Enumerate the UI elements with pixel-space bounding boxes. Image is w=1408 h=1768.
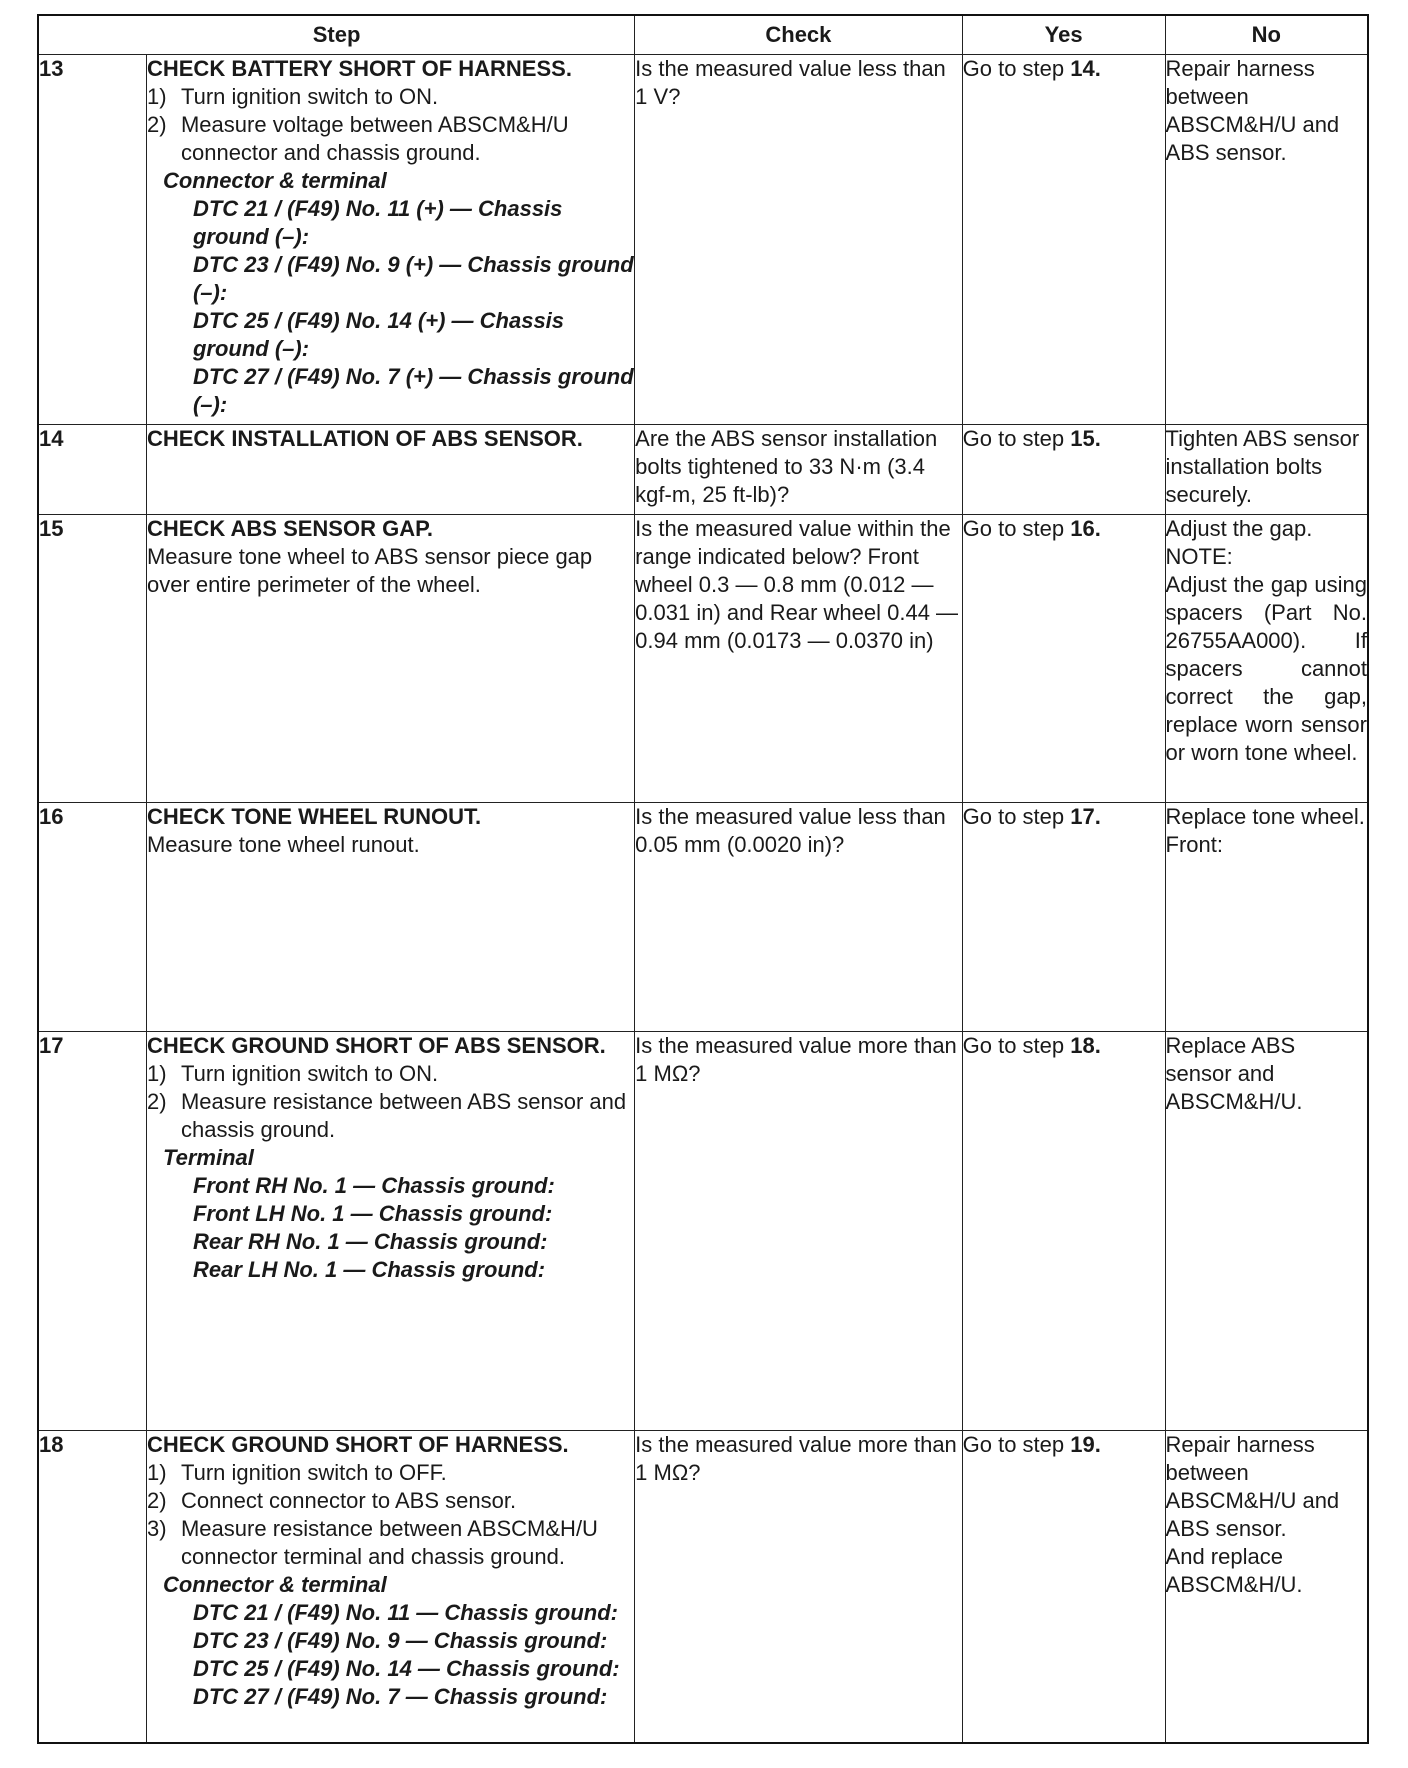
step-cell <box>146 425 634 515</box>
table-row <box>38 803 1368 1032</box>
step-number: 14 <box>38 425 146 515</box>
yes-cell: Go to step 16. <box>962 515 1165 803</box>
step-instruction: 2) Measure resistance between ABS sensor and chassis ground. <box>146 1089 627 1142</box>
terminal-spec: DTC 25 / (F49) No. 14 — Chassis ground: <box>192 1656 620 1681</box>
terminal-spec: DTC 21 / (F49) No. 11 — Chassis ground: <box>192 1600 618 1625</box>
terminal-spec: DTC 21 / (F49) No. 11 (+) — Chassis ground (–): <box>192 196 563 249</box>
check-cell: Is the measured value within the range indicated below? Front wheel 0.3 — 0.8 mm (0.012 — 0.031 in) and Rear wheel 0.44 — 0.94 mm (0.0173 — 0.0370 in) <box>635 515 962 803</box>
table-row <box>38 425 1368 515</box>
step-subheading: Terminal <box>162 1145 254 1170</box>
note-text: Adjust the gap using spacers (Part No. 26755AA000). If spacers cannot correct the gap, replace worn sensor or worn tone wheel. <box>1165 572 1367 765</box>
header-no: No <box>1165 15 1368 55</box>
step-number: 15 <box>38 515 146 803</box>
no-cell: Replace tone wheel. Front: <box>1165 803 1368 1032</box>
step-cell <box>146 1431 634 1743</box>
yes-cell: Go to step 14. <box>962 55 1165 425</box>
step-subheading: Connector & terminal <box>162 1572 387 1597</box>
header-row <box>38 15 1368 55</box>
step-description: Measure tone wheel to ABS sensor piece gap over entire perimeter of the wheel. <box>146 544 593 597</box>
step-cell <box>146 1032 634 1431</box>
step-number: 17 <box>38 1032 146 1431</box>
header-check: Check <box>635 15 962 55</box>
terminal-spec: DTC 23 / (F49) No. 9 (+) — Chassis ground (–): <box>192 252 634 305</box>
check-cell: Are the ABS sensor installation bolts tightened to 33 N·m (3.4 kgf-m, 25 ft-lb)? <box>635 425 962 515</box>
terminal-spec: Front LH No. 1 — Chassis ground: <box>192 1201 553 1226</box>
step-title: CHECK GROUND SHORT OF HARNESS. <box>146 1432 569 1457</box>
step-number: 16 <box>38 803 146 1032</box>
step-subheading: Connector & terminal <box>162 168 387 193</box>
yes-cell: Go to step 17. <box>962 803 1165 1032</box>
table-row <box>38 515 1368 803</box>
terminal-spec: Rear LH No. 1 — Chassis ground: <box>192 1257 546 1282</box>
no-cell: Tighten ABS sensor installation bolts securely. <box>1165 425 1368 515</box>
step-instruction: 2) Measure voltage between ABSCM&H/U connector and chassis ground. <box>146 112 569 165</box>
terminal-spec: Rear RH No. 1 — Chassis ground: <box>192 1229 548 1254</box>
table-row <box>38 1032 1368 1431</box>
step-title: CHECK TONE WHEEL RUNOUT. <box>146 804 482 829</box>
header-yes: Yes <box>962 15 1165 55</box>
step-title: CHECK INSTALLATION OF ABS SENSOR. <box>146 426 583 451</box>
check-cell: Is the measured value less than 0.05 mm (0.0020 in)? <box>635 803 962 1032</box>
step-title: CHECK ABS SENSOR GAP. <box>146 516 434 541</box>
step-cell <box>146 803 634 1032</box>
step-instruction: 1) Turn ignition switch to OFF. <box>146 1460 447 1485</box>
check-cell: Is the measured value more than 1 MΩ? <box>635 1431 962 1743</box>
step-number: 18 <box>38 1431 146 1743</box>
note-label: NOTE: <box>1165 544 1233 569</box>
step-cell <box>146 55 634 425</box>
step-title: CHECK BATTERY SHORT OF HARNESS. <box>146 56 572 81</box>
step-instruction: 1) Turn ignition switch to ON. <box>146 84 439 109</box>
no-cell: Repair harness between ABSCM&H/U and ABS sensor. And replace ABSCM&H/U. <box>1165 1431 1368 1743</box>
step-instruction: 1) Turn ignition switch to ON. <box>146 1061 439 1086</box>
diagnostic-table <box>37 14 1369 1744</box>
step-title: CHECK GROUND SHORT OF ABS SENSOR. <box>146 1033 606 1058</box>
check-cell: Is the measured value less than 1 V? <box>635 55 962 425</box>
step-instruction: 3) Measure resistance between ABSCM&H/U connector terminal and chassis ground. <box>146 1516 598 1569</box>
terminal-spec: DTC 27 / (F49) No. 7 (+) — Chassis ground (–): <box>192 364 634 417</box>
terminal-spec: DTC 23 / (F49) No. 9 — Chassis ground: <box>192 1628 608 1653</box>
step-number: 13 <box>38 55 146 425</box>
step-description: Measure tone wheel runout. <box>146 832 420 857</box>
no-cell: Adjust the gap. NOTE: Adjust the gap using spacers (Part No. 26755AA000). If spacers cannot correct the gap, replace worn sensor or worn tone wheel. <box>1165 515 1368 803</box>
no-cell: Replace ABS sensor and ABSCM&H/U. <box>1165 1032 1368 1431</box>
table-row <box>38 1431 1368 1743</box>
step-instruction: 2) Connect connector to ABS sensor. <box>146 1488 517 1513</box>
check-cell: Is the measured value more than 1 MΩ? <box>635 1032 962 1431</box>
terminal-spec: Front RH No. 1 — Chassis ground: <box>192 1173 555 1198</box>
step-cell <box>146 515 634 803</box>
table-row <box>38 55 1368 425</box>
terminal-spec: DTC 27 / (F49) No. 7 — Chassis ground: <box>192 1684 608 1709</box>
terminal-spec: DTC 25 / (F49) No. 14 (+) — Chassis ground (–): <box>192 308 565 361</box>
yes-cell: Go to step 15. <box>962 425 1165 515</box>
header-step: Step <box>38 15 635 55</box>
yes-cell: Go to step 18. <box>962 1032 1165 1431</box>
yes-cell: Go to step 19. <box>962 1431 1165 1743</box>
no-cell: Repair harness between ABSCM&H/U and ABS sensor. <box>1165 55 1368 425</box>
